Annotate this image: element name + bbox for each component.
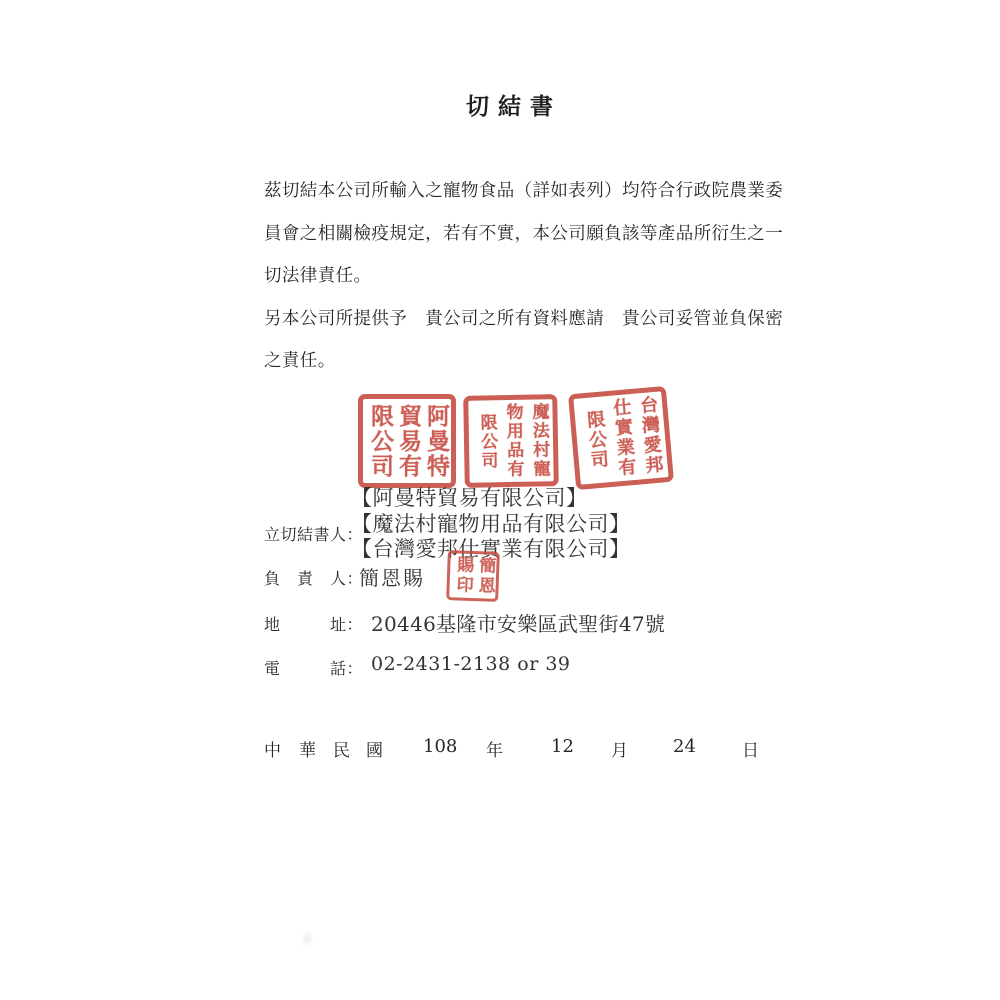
scan-smudge [300, 930, 314, 948]
personal-seal: 簡恩賜印 [446, 550, 500, 602]
declarant-label: 立切結書人： [264, 525, 364, 544]
date-part: 日 [742, 741, 759, 761]
body-line: 員會之相關檢疫規定，若有不實，本公司願負該等產品所衍生之一 [264, 223, 784, 244]
responsible-person-name: 簡恩賜 [359, 566, 425, 590]
address-value: 20446基隆市安樂區武聖街47號 [371, 612, 666, 636]
phone-label: 電 話： [264, 659, 364, 678]
body-line: 另本公司所提供予 貴公司之所有資料應請 貴公司妥管並負保密 [264, 308, 784, 329]
declarant-company: 【魔法村寵物用品有限公司】 [351, 511, 631, 536]
company-seal-magic-village: 魔法村寵物用品有限公司 [463, 394, 559, 488]
affidavit-body [264, 170, 784, 383]
responsible-person-label: 負 責 人： [264, 569, 364, 588]
document-title: 切結書 [466, 93, 562, 120]
date-part: 月 [611, 741, 628, 761]
date-line [0, 736, 1000, 762]
company-seal-amante: 阿曼特貿易有限公司 [358, 394, 456, 488]
body-line: 之責任。 [264, 351, 336, 372]
date-year-value: 108 [423, 736, 458, 757]
date-part: 年 [486, 741, 503, 761]
date-day-value: 24 [673, 736, 696, 757]
company-seal-taiwan-aibangshi: 台灣愛邦仕實業有限公司 [568, 386, 674, 490]
date-part: 民 [333, 741, 350, 761]
declarant-company: 【台灣愛邦仕實業有限公司】 [351, 537, 631, 561]
date-part: 中 [264, 741, 281, 761]
phone-value: 02-2431-2138 or 39 [371, 653, 571, 675]
date-part: 華 [299, 741, 316, 761]
address-label: 地 址： [264, 615, 364, 634]
body-line: 茲切結本公司所輸入之寵物食品（詳如表列）均符合行政院農業委 [264, 181, 784, 201]
declarant-company: 【阿曼特貿易有限公司】 [351, 486, 588, 510]
date-month-value: 12 [551, 736, 574, 757]
date-part: 國 [366, 741, 383, 761]
body-line: 切法律責任。 [264, 266, 372, 287]
